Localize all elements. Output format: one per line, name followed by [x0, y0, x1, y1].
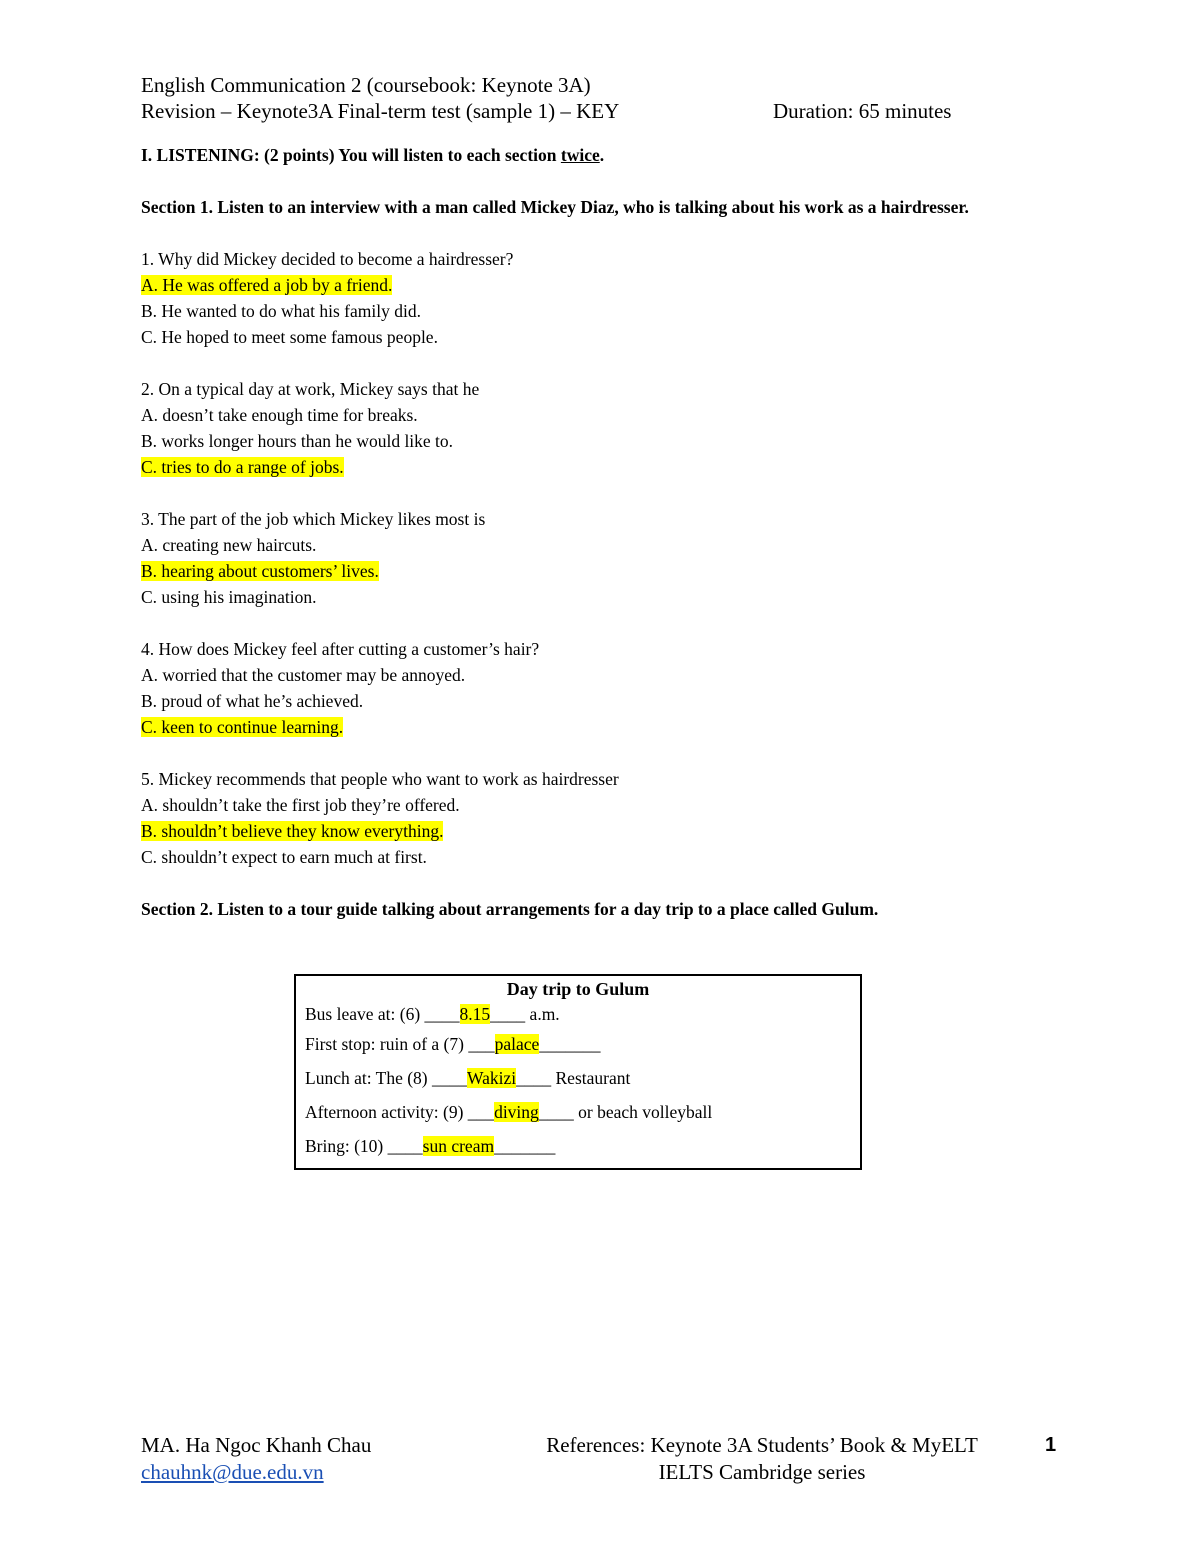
answer-option-correct: B. shouldn’t believe they know everything.: [141, 821, 444, 841]
section-2-title: Section 2. Listen to a tour guide talking about arrangements for a day trip to a place called Gulum.: [141, 899, 879, 919]
answer-option-correct: A. He was offered a job by a friend.: [141, 275, 393, 295]
footer-email-link[interactable]: chauhnk@due.edu.vn: [141, 1460, 324, 1484]
footer-references-line2: IELTS Cambridge series: [658, 1460, 866, 1484]
footer-author-block: [141, 1432, 371, 1486]
trip-row-suffix: _______: [494, 1136, 556, 1156]
test-title: Revision – Keynote3A Final-term test (sample 1) – KEY: [141, 99, 620, 123]
document-body: [141, 142, 1011, 922]
footer-references-line1: References: Keynote 3A Students’ Book & MyELT: [546, 1433, 978, 1457]
answer-option-correct: B. hearing about customers’ lives.: [141, 561, 379, 581]
footer-author: MA. Ha Ngoc Khanh Chau: [141, 1433, 372, 1457]
answer-option: A. worried that the customer may be annoyed.: [141, 665, 466, 685]
footer-references: [516, 1432, 1008, 1486]
trip-answer: 8.15: [459, 1004, 491, 1024]
answer-option: C. He hoped to meet some famous people.: [141, 327, 438, 347]
answer-option-correct: C. keen to continue learning.: [141, 717, 344, 737]
listening-heading-suffix: .: [599, 145, 605, 165]
day-trip-box: [294, 974, 862, 1170]
question-stem: 1. Why did Mickey decided to become a hairdresser?: [141, 249, 514, 269]
trip-row: [296, 1129, 860, 1163]
answer-option: C. shouldn’t expect to earn much at first.: [141, 847, 427, 867]
trip-row-label: Afternoon activity: (9) ___: [305, 1102, 495, 1122]
answer-option: A. doesn’t take enough time for breaks.: [141, 405, 418, 425]
trip-row-suffix: ____ a.m.: [490, 1004, 560, 1024]
trip-row-label: Lunch at: The (8) ____: [305, 1068, 467, 1088]
answer-option: B. He wanted to do what his family did.: [141, 301, 421, 321]
question-stem: 5. Mickey recommends that people who want to work as hairdresser: [141, 769, 619, 789]
answer-option: C. using his imagination.: [141, 587, 317, 607]
listening-heading-underlined: twice: [560, 145, 600, 165]
test-duration: Duration: 65 minutes: [773, 99, 952, 123]
day-trip-title: Day trip to Gulum: [506, 979, 650, 999]
trip-row-suffix: _______: [539, 1034, 601, 1054]
answer-option: A. creating new haircuts.: [141, 535, 317, 555]
trip-answer: Wakizi: [467, 1068, 517, 1088]
course-title: English Communication 2 (coursebook: Keynote 3A): [141, 73, 591, 97]
trip-row-label: Bus leave at: (6) ____: [305, 1004, 460, 1024]
trip-row: [296, 1061, 860, 1095]
trip-answer: sun cream: [422, 1136, 495, 1156]
answer-option: B. proud of what he’s achieved.: [141, 691, 364, 711]
trip-row-suffix: ____ Restaurant: [516, 1068, 631, 1088]
question-stem: 4. How does Mickey feel after cutting a customer’s hair?: [141, 639, 540, 659]
trip-row: [296, 1001, 860, 1027]
question-stem: 3. The part of the job which Mickey likes most is: [141, 509, 486, 529]
trip-row: [296, 1095, 860, 1129]
page-number: 1: [1045, 1434, 1057, 1456]
answer-option: A. shouldn’t take the first job they’re offered.: [141, 795, 460, 815]
answer-option-correct: C. tries to do a range of jobs.: [141, 457, 344, 477]
answer-option: B. works longer hours than he would like to.: [141, 431, 454, 451]
trip-row: [296, 1027, 860, 1061]
question-stem: 2. On a typical day at work, Mickey says that he: [141, 379, 480, 399]
trip-answer: diving: [494, 1102, 539, 1122]
trip-row-label: Bring: (10) ____: [305, 1136, 423, 1156]
listening-heading: [141, 142, 1011, 168]
listening-heading-text: I. LISTENING: (2 points) You will listen to each section: [141, 145, 561, 165]
trip-answer: palace: [494, 1034, 540, 1054]
trip-row-label: First stop: ruin of a (7) ___: [305, 1034, 495, 1054]
trip-row-suffix: ____ or beach volleyball: [538, 1102, 713, 1122]
section-1-title: Section 1. Listen to an interview with a man called Mickey Diaz, who is talking about his work as a hairdresser.: [141, 197, 969, 217]
